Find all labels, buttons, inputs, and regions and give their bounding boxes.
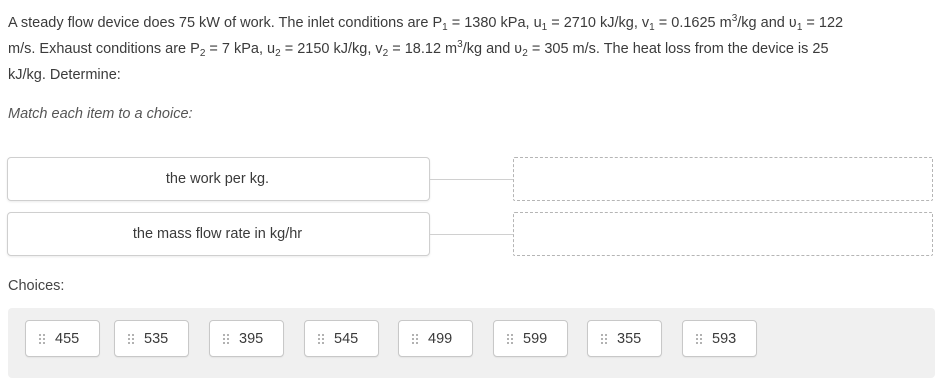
choice-value: 593	[712, 330, 737, 347]
choice-chip-599[interactable]	[493, 320, 568, 357]
problem-text: /kg and ʋ	[737, 15, 797, 31]
problem-text: = 1380 kPa, u	[447, 15, 542, 31]
problem-text: m/s. Exhaust conditions are P	[8, 41, 200, 57]
connector-line	[430, 179, 514, 180]
choice-chip-535[interactable]	[114, 320, 189, 357]
choice-chip-395[interactable]	[209, 320, 284, 357]
drag-handle-icon	[696, 334, 702, 344]
problem-text: = 305 m/s. The heat loss from the device is 25	[527, 41, 829, 57]
choice-value: 599	[523, 330, 548, 347]
subscript: 2	[522, 48, 528, 59]
problem-text: = 0.1625 m	[654, 15, 732, 31]
choice-chip-455[interactable]	[25, 320, 100, 357]
problem-statement	[8, 10, 928, 88]
match-item-label: the mass flow rate in kg/hr	[132, 226, 303, 242]
problem-text: = 18.12 m	[388, 41, 458, 57]
choice-value: 499	[428, 330, 453, 347]
choice-chip-355[interactable]	[587, 320, 662, 357]
subscript: 1	[541, 22, 548, 33]
problem-line-3	[8, 62, 928, 88]
choice-chip-499[interactable]	[398, 320, 473, 357]
drag-handle-icon	[601, 334, 607, 344]
match-item-work-per-kg	[7, 157, 430, 201]
subscript: 2	[382, 48, 389, 59]
subscript: 2	[275, 48, 281, 59]
choice-value: 395	[239, 330, 264, 347]
superscript: 3	[731, 13, 738, 24]
choice-value: 455	[55, 330, 80, 347]
subscript: 1	[796, 22, 803, 33]
choices-label: Choices:	[8, 278, 65, 294]
subscript: 2	[199, 48, 206, 59]
problem-text: = 2710 kJ/kg, v	[547, 15, 650, 31]
subscript: 1	[442, 22, 448, 33]
match-item-mass-flow-rate	[7, 212, 430, 256]
choice-chip-593[interactable]	[682, 320, 757, 357]
choice-value: 535	[144, 330, 169, 347]
match-instruction: Match each item to a choice:	[8, 106, 193, 122]
subscript: 1	[649, 22, 655, 33]
problem-text: = 7 kPa, u	[205, 41, 276, 57]
drag-handle-icon	[128, 334, 134, 344]
drop-zone-mass-flow-rate[interactable]	[513, 212, 933, 256]
drag-handle-icon	[223, 334, 229, 344]
problem-line-1	[8, 10, 928, 36]
problem-text: = 2150 kJ/kg, v	[280, 41, 383, 57]
problem-text: kJ/kg. Determine:	[8, 67, 121, 83]
drag-handle-icon	[412, 334, 418, 344]
drag-handle-icon	[507, 334, 513, 344]
problem-text: A steady flow device does 75 kW of work. The inlet conditions are P	[8, 15, 443, 31]
choice-chip-545[interactable]	[304, 320, 379, 357]
drag-handle-icon	[39, 334, 45, 344]
problem-text: = 122	[802, 15, 844, 31]
drag-handle-icon	[318, 334, 324, 344]
problem-text: /kg and ʋ	[462, 41, 523, 57]
problem-line-2	[8, 36, 928, 62]
match-item-label: the work per kg.	[165, 171, 270, 187]
connector-line	[430, 234, 514, 235]
drop-zone-work-per-kg[interactable]	[513, 157, 933, 201]
choice-value: 355	[617, 330, 642, 347]
superscript: 3	[457, 39, 463, 50]
choice-value: 545	[334, 330, 359, 347]
choices-panel	[8, 308, 935, 378]
